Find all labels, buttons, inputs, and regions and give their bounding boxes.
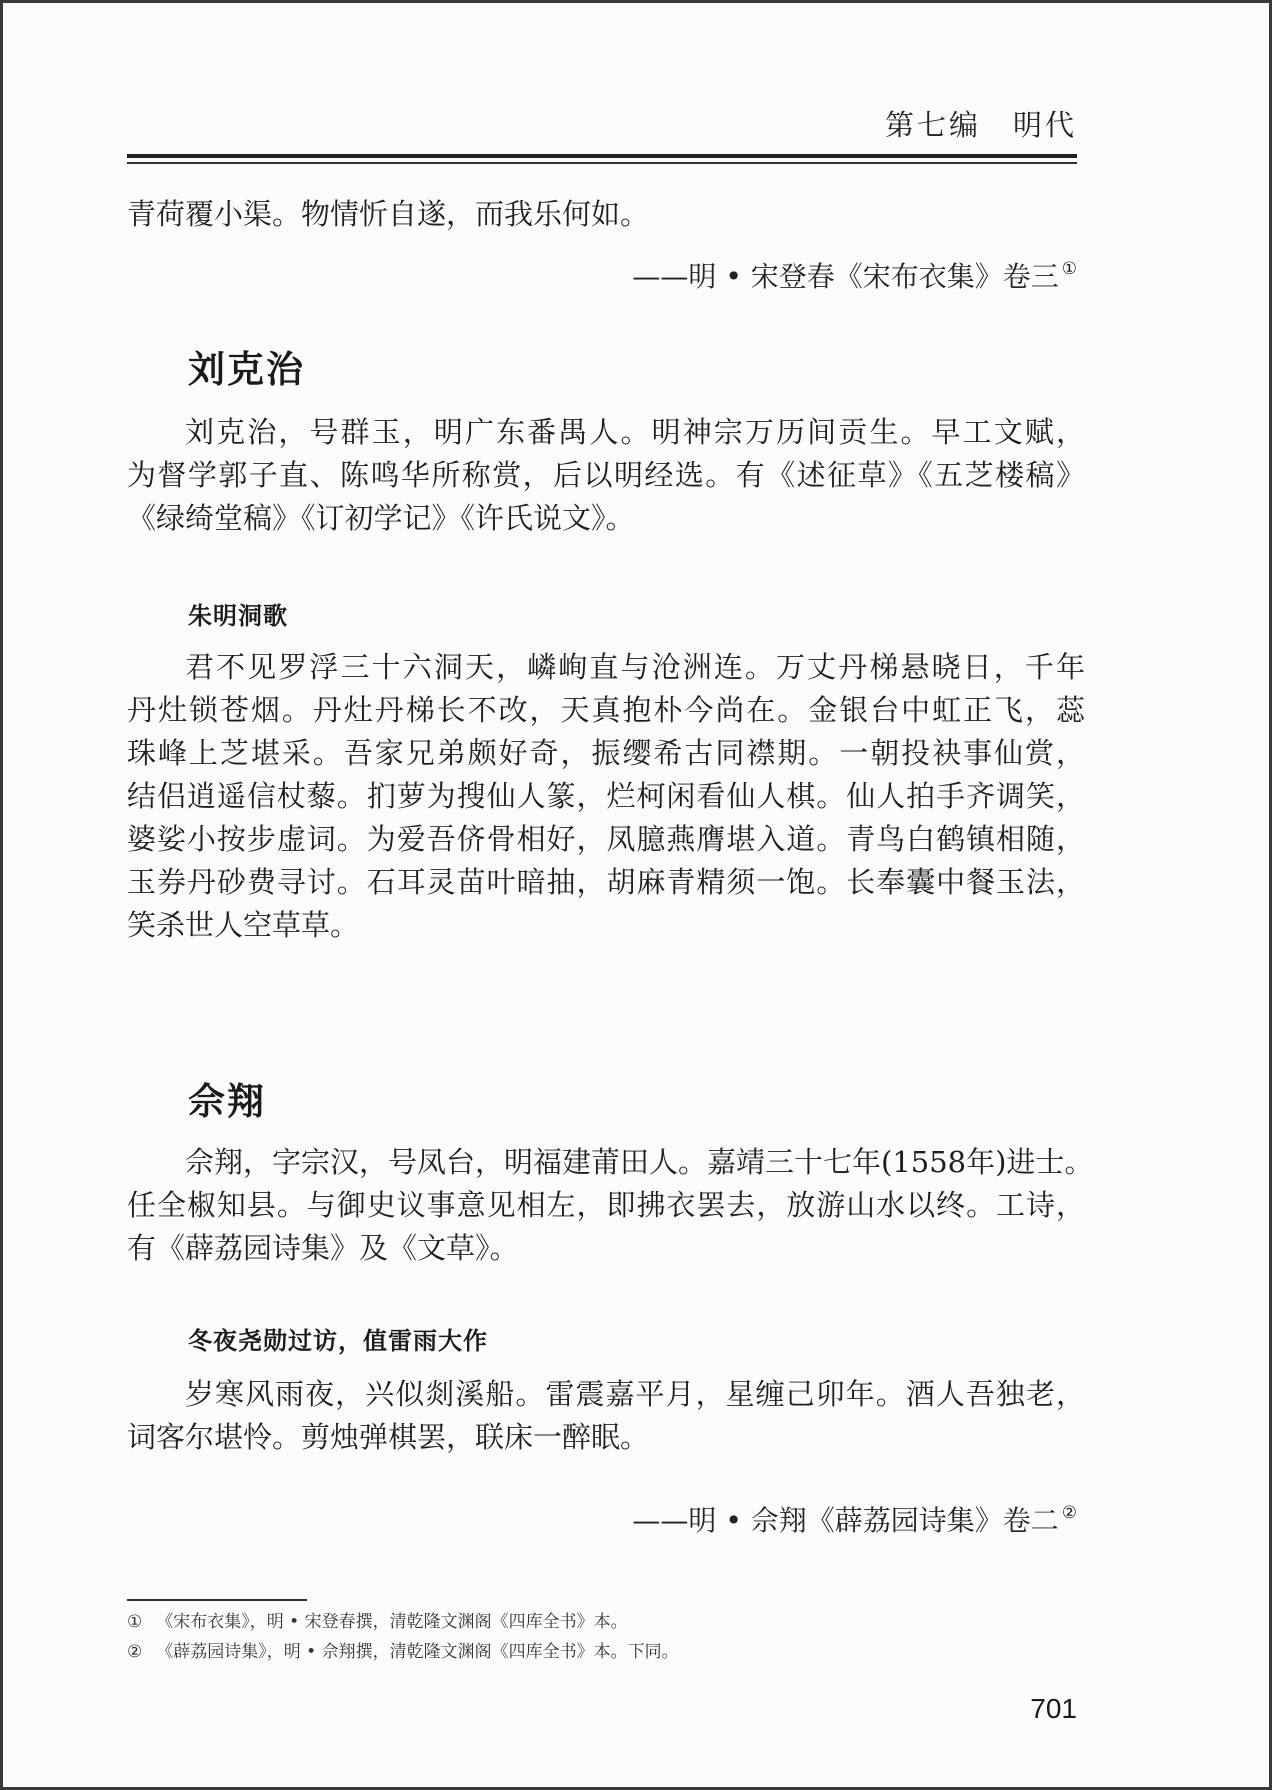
bio-line: 《绿绮堂稿》《订初学记》《许氏说文》。 [127, 501, 635, 535]
section-title-she-xiang: 佘翔 [188, 1080, 266, 1123]
poem-text-zhuming [127, 646, 1085, 947]
poem-line: 词客尔堪怜。剪烛弹棋罢，联床一醉眠。 [127, 1420, 650, 1454]
poem-line: 笑杀世人空草草。 [127, 908, 360, 942]
source-text: ——明 • 佘翔《薜荔园诗集》卷二 [632, 1504, 1059, 1537]
poem-title-zhuming: 朱明洞歌 [188, 602, 288, 630]
footnote-text: 《宋布衣集》，明 • 宋登春撰，清乾隆文渊阁《四库全书》本。 [156, 1612, 628, 1632]
page-number: 701 [1030, 1693, 1077, 1724]
header-rule-thin [127, 162, 1077, 164]
footnote-rule [127, 1599, 307, 1601]
footnote-ref[interactable]: ② [1061, 1503, 1077, 1523]
section-title-liu-kezhi: 刘克治 [188, 348, 305, 391]
bio-line: 佘翔，字宗汉，号凤台，明福建莆田人。嘉靖三十七年(1558年)进士。 [185, 1145, 1094, 1179]
footnote-mark: ① [127, 1612, 143, 1632]
footnote-ref[interactable]: ① [1061, 259, 1077, 279]
poem-text-dongye [127, 1373, 1085, 1459]
header-rule-thick [127, 154, 1077, 158]
bio-liu-kezhi [127, 411, 1085, 540]
poem-title-dongye: 冬夜尧勋过访，值雷雨大作 [188, 1327, 488, 1355]
bio-line: 为督学郭子直、陈鸣华所称赏，后以明经选。有《述征草》《五芝楼稿》 [127, 458, 1085, 492]
footnote-text: 《薜荔园诗集》，明 • 佘翔撰，清乾隆文渊阁《四库全书》本。下同。 [156, 1642, 679, 1662]
bio-line: 有《薜荔园诗集》及《文草》。 [127, 1231, 519, 1265]
she-xiang-poem-source [632, 1499, 1077, 1539]
source-text: ——明 • 宋登春《宋布衣集》卷三 [632, 260, 1059, 293]
poem-line: 岁寒风雨夜，兴似剡溪船。雷震嘉平月，星缠己卯年。酒人吾独老， [185, 1377, 1085, 1411]
running-header: 第七编 明代 [884, 108, 1077, 142]
poem-line: 珠峰上芝堪采。吾家兄弟颇好奇，振缨希古同襟期。一朝投袂事仙赏， [127, 736, 1085, 770]
bio-line: 刘克治，号群玉，明广东番禺人。明神宗万历间贡生。早工文赋， [185, 415, 1085, 449]
footnote-mark: ② [127, 1642, 143, 1662]
poem-line: 君不见罗浮三十六洞天，嶙峋直与沧洲连。万丈丹梯悬晓日，千年 [185, 650, 1085, 684]
bio-line: 任全椒知县。与御史议事意见相左，即拂衣罢去，放游山水以终。工诗， [127, 1188, 1085, 1222]
poem-line: 婆娑小按步虚词。为爱吾侪骨相好，凤臆燕膺堪入道。青鸟白鹤镇相随， [127, 822, 1085, 856]
footnote-1 [127, 1607, 628, 1632]
bio-she-xiang [127, 1141, 1094, 1270]
prev-poem-text [127, 193, 1085, 236]
poem-line: 结侣逍遥信杖藜。扪萝为搜仙人篆，烂柯闲看仙人棋。仙人拍手齐调笑， [127, 779, 1085, 813]
poem-line: 玉券丹砂费寻讨。石耳灵苗叶暗抽，胡麻青精须一饱。长奉囊中餐玉法， [127, 865, 1085, 899]
prev-poem-source [632, 255, 1077, 295]
poem-line: 丹灶锁苍烟。丹灶丹梯长不改，天真抱朴今尚在。金银台中虹正飞，蕊 [127, 693, 1085, 727]
footnote-2 [127, 1637, 679, 1662]
prev-poem-line: 青荷覆小渠。物情忻自遂，而我乐何如。 [127, 197, 650, 231]
